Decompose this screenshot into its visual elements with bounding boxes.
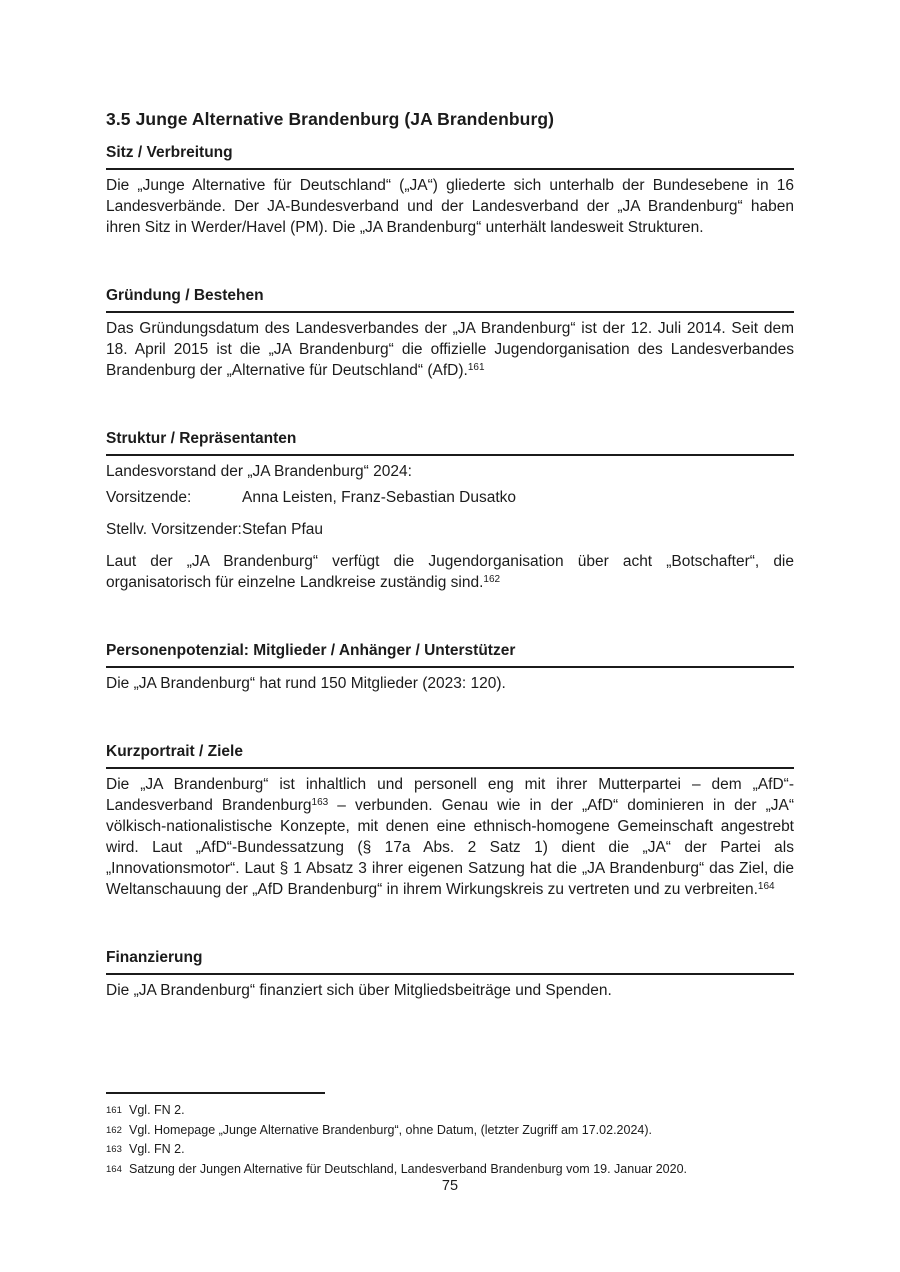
footnote-text: Vgl. Homepage „Junge Alternative Brandenburg“, ohne Datum, (letzter Zugriff am 17.02.2024). bbox=[129, 1122, 652, 1137]
section-heading: Struktur / Repräsentanten bbox=[106, 429, 794, 456]
footnote-number: 162 bbox=[106, 1124, 122, 1136]
key-value-row bbox=[106, 519, 794, 540]
paragraph: Die „JA Brandenburg“ hat rund 150 Mitglieder (2023: 120). bbox=[106, 675, 506, 692]
section bbox=[106, 286, 794, 381]
footnote-separator bbox=[106, 1092, 325, 1094]
section bbox=[106, 641, 794, 694]
section-heading: Sitz / Verbreitung bbox=[106, 143, 794, 170]
paragraph: Landesvorstand der „JA Brandenburg“ 2024: bbox=[106, 463, 412, 480]
footnote bbox=[106, 1140, 794, 1160]
sections-container bbox=[106, 143, 794, 1001]
page-number: 75 bbox=[441, 1178, 459, 1194]
paragraph: Die „Junge Alternative für Deutschland“ („JA“) gliederte sich unterhalb der Bundesebene in 16 Landesverbände. Der JA-Bundesverband und der Landesverband der „JA Brandenburg“ haben ihren Sitz in Werder/Havel (PM). Die „JA Brandenburg“ unterhält landesweit Strukturen. bbox=[106, 177, 794, 236]
footnote bbox=[106, 1101, 794, 1121]
footnote-number: 163 bbox=[106, 1144, 122, 1155]
kv-label: Stellv. Vorsitzender: bbox=[106, 521, 242, 538]
section-heading: Gründung / Bestehen bbox=[106, 286, 794, 313]
footnote-number: 161 bbox=[106, 1105, 122, 1116]
section bbox=[106, 948, 794, 1001]
footnote-text: Vgl. FN 2. bbox=[129, 1142, 185, 1156]
footnote-ref: 162 bbox=[483, 574, 501, 585]
key-value-row bbox=[106, 487, 794, 508]
footnotes-list bbox=[106, 1101, 794, 1179]
section-heading: Personenpotenzial: Mitglieder / Anhänger / Unterstützer bbox=[106, 641, 794, 668]
section-heading: Finanzierung bbox=[106, 948, 794, 975]
footnote-text: Satzung der Jungen Alternative für Deutschland, Landesverband Brandenburg vom 19. Januar 2020. bbox=[129, 1161, 688, 1176]
section-heading: Kurzportrait / Ziele bbox=[106, 742, 794, 769]
kv-label: Vorsitzende: bbox=[106, 489, 192, 506]
footnote-ref: 161 bbox=[467, 362, 485, 373]
kv-value: Stefan Pfau bbox=[242, 521, 324, 538]
paragraph: Laut der „JA Brandenburg“ verfügt die Jugendorganisation über acht „Botschafter“, die organisatorisch für einzelne Landkreise zuständig sind.$^{162}$ bbox=[106, 553, 794, 591]
section bbox=[106, 143, 794, 238]
kv-value: Anna Leisten, Franz-Sebastian Dusatko bbox=[242, 489, 516, 506]
paragraph: Das Gründungsdatum des Landesverbandes der „JA Brandenburg“ ist der 12. Juli 2014. Seit dem 18. April 2015 ist die „JA Brandenburg“ die offizielle Jugendorganisation des Landesverbandes Brandenburg der „Alternative für Deutschland“ (AfD).$^{161}$ bbox=[106, 320, 794, 379]
page-title: 3.5 Junge Alternative Brandenburg (JA Brandenburg) bbox=[106, 109, 555, 129]
paragraph: Die „JA Brandenburg“ ist inhaltlich und personell eng mit ihrer Mutterpartei – dem „AfD“-Landesverband Brandenburg$^{163}$ – verbunden. Genau wie in der „AfD“ dominieren in der „JA“ völkisch-nationalistische Konzepte, mit denen eine ethnisch-homogene Gemeinschaft angestrebt wird. Laut „AfD“-Bundessatzung (§ 17a Abs. 2 Satz 1) dient die „JA“ der Partei als „Innovationsmotor“. Laut § 1 Absatz 3 ihrer eigenen Satzung hat die „JA Brandenburg“ das Ziel, die Weltanschauung der „AfD Brandenburg“ in ihrem Wirkungskreis zu vertreten und zu verbreiten.$^{164}$ bbox=[106, 776, 794, 898]
footnotes-area bbox=[106, 1092, 794, 1179]
footnote-ref: 163 bbox=[311, 797, 329, 808]
footnote-number: 164 bbox=[106, 1163, 122, 1175]
footnote-ref: 164 bbox=[757, 881, 775, 892]
page-content bbox=[106, 108, 794, 1001]
footnote-text: Vgl. FN 2. bbox=[129, 1103, 185, 1117]
section bbox=[106, 429, 794, 593]
paragraph: Die „JA Brandenburg“ finanziert sich über Mitgliedsbeiträge und Spenden. bbox=[106, 982, 612, 999]
footnote bbox=[106, 1121, 794, 1141]
section bbox=[106, 742, 794, 900]
